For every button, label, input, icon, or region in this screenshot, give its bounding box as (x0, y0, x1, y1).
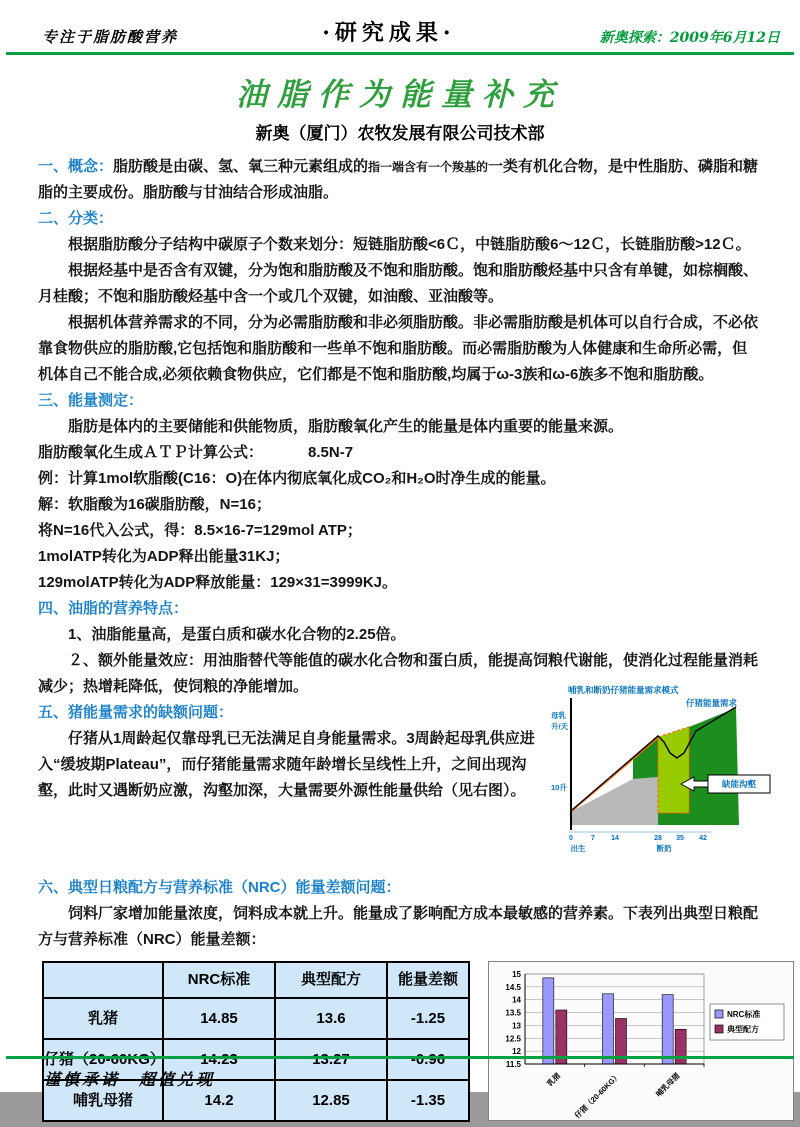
milk-energy-figure (548, 680, 788, 862)
milk-supply-area (572, 777, 658, 825)
section-3-p1: 脂肪是体内的主要储能和供能物质，脂肪酸氧化产生的能量是体内重要的能量来源。 (68, 418, 624, 435)
formula-label: 脂肪酸氧化生成ＡＴＰ计算公式： (38, 444, 264, 461)
page-header (0, 0, 800, 52)
figure-ylabel-2: 升/天 (551, 722, 569, 731)
section-1-heading: 一、概念： (38, 158, 114, 175)
x-tick-14: 14 (611, 835, 619, 842)
document-body (0, 144, 800, 1122)
formula-value: 8.5N-7 (308, 444, 354, 461)
figure-title: 哺乳和断奶仔猪能量需求模式 (568, 685, 679, 695)
figure-requirement-label: 仔猪能量需求 (686, 698, 738, 708)
table-cell: 13.27 (275, 1039, 387, 1080)
wean-label: 断奶 (656, 844, 672, 853)
table-cell: 仔猪（20-60KG） (43, 1039, 163, 1080)
section-1-text-small: 指一端含有一个羧基的 (368, 160, 489, 174)
table-header-row (43, 962, 469, 998)
category-label: 乳猪 (545, 1071, 563, 1089)
page-footer (0, 1056, 800, 1090)
nrc-energy-table (42, 961, 470, 1122)
section-6-p1: 饲料厂家增加能量浓度，饲料成本就上升。能量成了影响配方成本最敏感的营养素。下表列出典型日粮配方与营养标准（NRC）能量差额： (38, 905, 759, 948)
table-cell: 13.6 (275, 998, 387, 1039)
section-3-heading: 三、能量测定： (38, 392, 144, 409)
table-row (43, 998, 469, 1039)
table-cell: 14.2 (163, 1080, 275, 1121)
pre-wean-deficit-area (633, 737, 658, 779)
footer-divider (6, 1056, 794, 1059)
table-cell: 12.85 (275, 1080, 387, 1121)
energy-bar-chart (489, 962, 791, 1121)
x-tick-0: 0 (569, 835, 573, 842)
legend-label: NRC标准 (727, 1010, 761, 1019)
table-cell: 14.85 (163, 998, 275, 1039)
birth-label: 出生 (570, 844, 586, 853)
bar-nrc (662, 995, 673, 1064)
legend-swatch (715, 1025, 723, 1033)
section-3-solution-1: 解：软脂酸为16碳脂肪酸，N=16； (38, 496, 271, 513)
section-6-heading: 六、典型日粮配方与营养标准（NRC）能量差额问题： (38, 879, 401, 896)
y-tick-label: 14.5 (505, 982, 521, 992)
y-tick-label: 15 (512, 970, 521, 979)
y-tick-label: 13.5 (505, 1008, 521, 1018)
legend-label: 典型配方 (727, 1025, 759, 1034)
section-3-formula-line (38, 440, 762, 466)
y-tick-label: 12 (512, 1047, 521, 1057)
header-center-title: ·研究成果· (322, 20, 456, 46)
table-header-cell (43, 962, 163, 998)
milk-energy-figure-container (548, 680, 788, 871)
x-tick-7: 7 (591, 835, 595, 842)
section-3-solution-2: 将N=16代入公式，得：8.5×16-7=129mol ATP； (38, 522, 362, 539)
gap-label: 缺能沟壑 (721, 779, 757, 789)
section-2-p1: 根据脂肪酸分子结构中碳原子个数来划分：短链脂肪酸<6Ｃ，中链脂肪酸6～12Ｃ，长链脂肪酸>12Ｃ。 (68, 236, 751, 253)
x-tick-28: 28 (654, 835, 662, 842)
y-tick-label: 14 (512, 995, 521, 1005)
bar-nrc (603, 994, 614, 1064)
page-title: 油脂作为能量补充 (236, 77, 564, 113)
category-label: 哺乳母猪 (654, 1071, 682, 1099)
header-divider (6, 52, 794, 55)
section-2-p2: 根据烃基中是否含有双键，分为饱和脂肪酸及不饱和脂肪酸。饱和脂肪酸烃基中只含有单键，如棕榈酸、月桂酸；不饱和脂肪酸烃基中含一个或几个双键，如油酸、亚油酸等。 (38, 262, 759, 305)
figure-ylabel-1: 母乳 (551, 711, 566, 720)
section-4-p2: ２、额外能量效应：用油脂替代等能值的碳水化合物和蛋白质，能提高饲粮代谢能，使消化过程能量消耗减少；热增耗降低，使饲粮的净能增加。 (38, 652, 759, 695)
section-4-heading: 四、油脂的营养特点： (38, 600, 189, 617)
section-1-text-a: 脂肪酸是由碳、氢、氧三种元素组成的 (113, 158, 369, 175)
y-tick-label: 11.5 (505, 1060, 521, 1069)
page-subtitle: 新奥（厦门）农牧发展有限公司技术部 (255, 124, 545, 143)
y-tick-label: 13 (512, 1021, 521, 1031)
legend-swatch (715, 1010, 723, 1018)
table-cell: -0.96 (387, 1039, 469, 1080)
table-cell: 14.23 (163, 1039, 275, 1080)
section-1-text-b: 一类有机化合物，是中性脂肪、磷脂和糖脂的主要成份。脂肪酸与甘油结合形成油脂。 (38, 158, 759, 201)
header-right-date: 新奥探索：2009年6月12日 (599, 30, 780, 46)
section-3-solution-4: 129molATP转化为ADP释放能量：129×31=3999KJ。 (38, 574, 398, 591)
table-cell: -1.25 (387, 998, 469, 1039)
section-3-solution-3: 1molATP转化为ADP释出能量31KJ； (38, 548, 290, 565)
y-tick-label: 12.5 (505, 1034, 521, 1044)
category-label: 仔猪（20-60KG） (572, 1071, 622, 1121)
section-1-paragraph (38, 154, 762, 206)
bar-nrc (543, 978, 554, 1064)
header-left-slogan: 专注于脂肪酸营养 (42, 28, 179, 46)
section-2-p3: 根据机体营养需求的不同，分为必需脂肪酸和非必须脂肪酸。非必需脂肪酸是机体可以自行合成，不必依靠食物供应的脂肪酸,它包括饱和脂肪酸和一些单不饱和脂肪酸。而必需脂肪酸为人体健康和生命所必需，但机体自己不能合成,必须依赖食物供应，它们都是不饱和脂肪酸,均属于ω-3族和ω-6族多不饱和脂肪酸。 (38, 314, 759, 383)
section-4-p1: 1、油脂能量高，是蛋白质和碳水化合物的2.25倍。 (68, 626, 406, 643)
table-header-cell: 典型配方 (275, 962, 387, 998)
table-cell: 哺乳母猪 (43, 1080, 163, 1121)
section-5-heading: 五、猪能量需求的缺额问题： (38, 704, 234, 721)
section-2-heading: 二、分类： (38, 210, 114, 227)
figure-ytick-10: 10升 (551, 783, 567, 792)
table-cell: -1.35 (387, 1080, 469, 1121)
x-tick-42: 42 (699, 835, 707, 842)
section-5 (38, 685, 762, 853)
table-header-cell: NRC标准 (163, 962, 275, 998)
section-3-example: 例：计算1mol软脂酸(C16：O)在体内彻底氧化成CO₂和H₂O时净生成的能量。 (38, 470, 556, 487)
table-header-cell: 能量差额 (387, 962, 469, 998)
x-tick-35: 35 (676, 835, 684, 842)
table-cell: 乳猪 (43, 998, 163, 1039)
footer-slogan: 谨慎承诺 超值兑现 (44, 1070, 216, 1089)
energy-bar-chart-container (488, 961, 794, 1121)
table-and-chart-row (42, 961, 794, 1122)
section-5-p1: 仔猪从1周龄起仅靠母乳已无法满足自身能量需求。3周龄起母乳供应进入“缓坡期Plateau”，而仔猪能量需求随年龄增长呈线性上升，之间出现沟壑，此时又遇断奶应激，沟壑加深，大量需要外源性能量供给（见右图）。 (38, 730, 535, 799)
